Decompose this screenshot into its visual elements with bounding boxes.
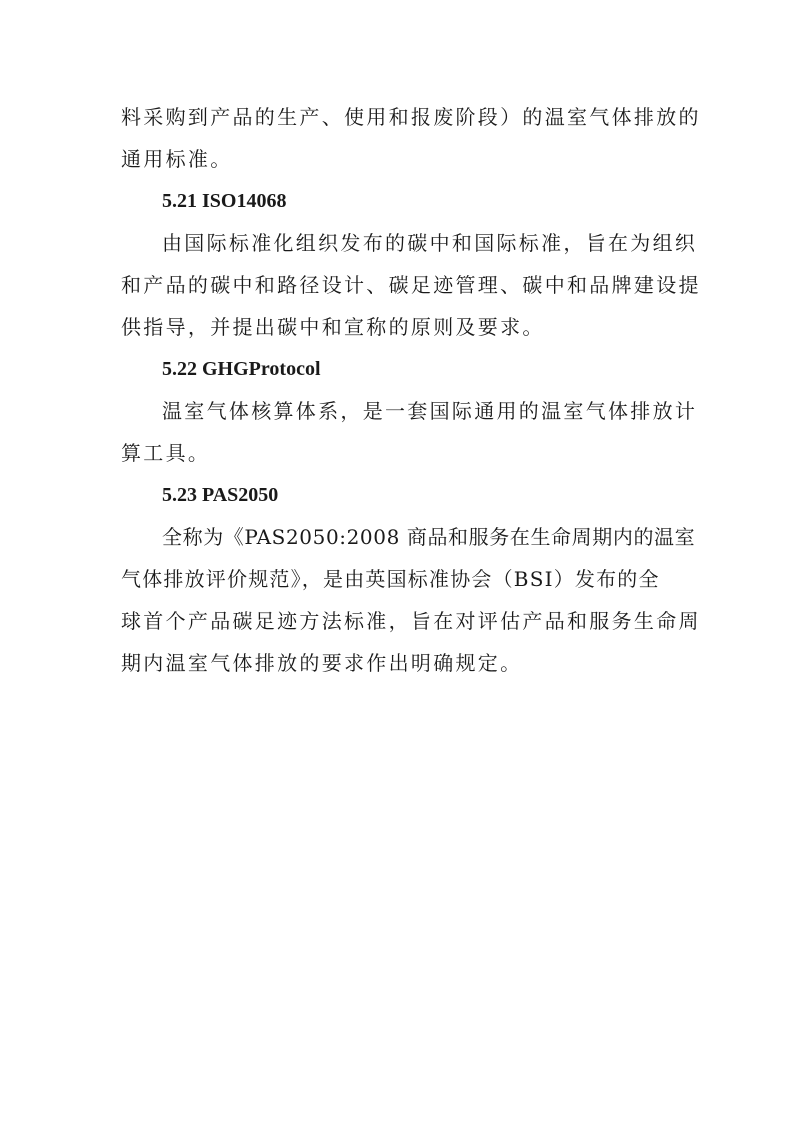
section-heading-5-23: 5.23 PAS2050	[162, 484, 279, 506]
paragraph-line: 球首个产品碳足迹方法标准，旨在对评估产品和服务生命周	[121, 609, 701, 633]
paragraph-line: 由国际标准化组织发布的碳中和国际标准，旨在为组织	[162, 231, 698, 255]
paragraph-line: 供指导，并提出碳中和宣称的原则及要求。	[121, 315, 545, 339]
paragraph-line: 全称为《PAS2050:2008 商品和服务在生命周期内的温室	[162, 525, 696, 549]
paragraph-line: 温室气体核算体系，是一套国际通用的温室气体排放计	[162, 399, 698, 423]
section-heading-5-22: 5.22 GHGProtocol	[162, 358, 321, 380]
section-heading-5-21: 5.21 ISO14068	[162, 190, 287, 212]
paragraph-line: 通用标准。	[121, 147, 233, 171]
paragraph-line: 气体排放评价规范》，是由英国标准协会（BSI）发布的全	[121, 567, 660, 591]
paragraph-line: 料采购到产品的生产、使用和报废阶段）的温室气体排放的	[121, 105, 701, 129]
paragraph-line: 算工具。	[121, 441, 211, 465]
paragraph-line: 期内温室气体排放的要求作出明确规定。	[121, 651, 523, 675]
paragraph-line: 和产品的碳中和路径设计、碳足迹管理、碳中和品牌建设提	[121, 273, 701, 297]
